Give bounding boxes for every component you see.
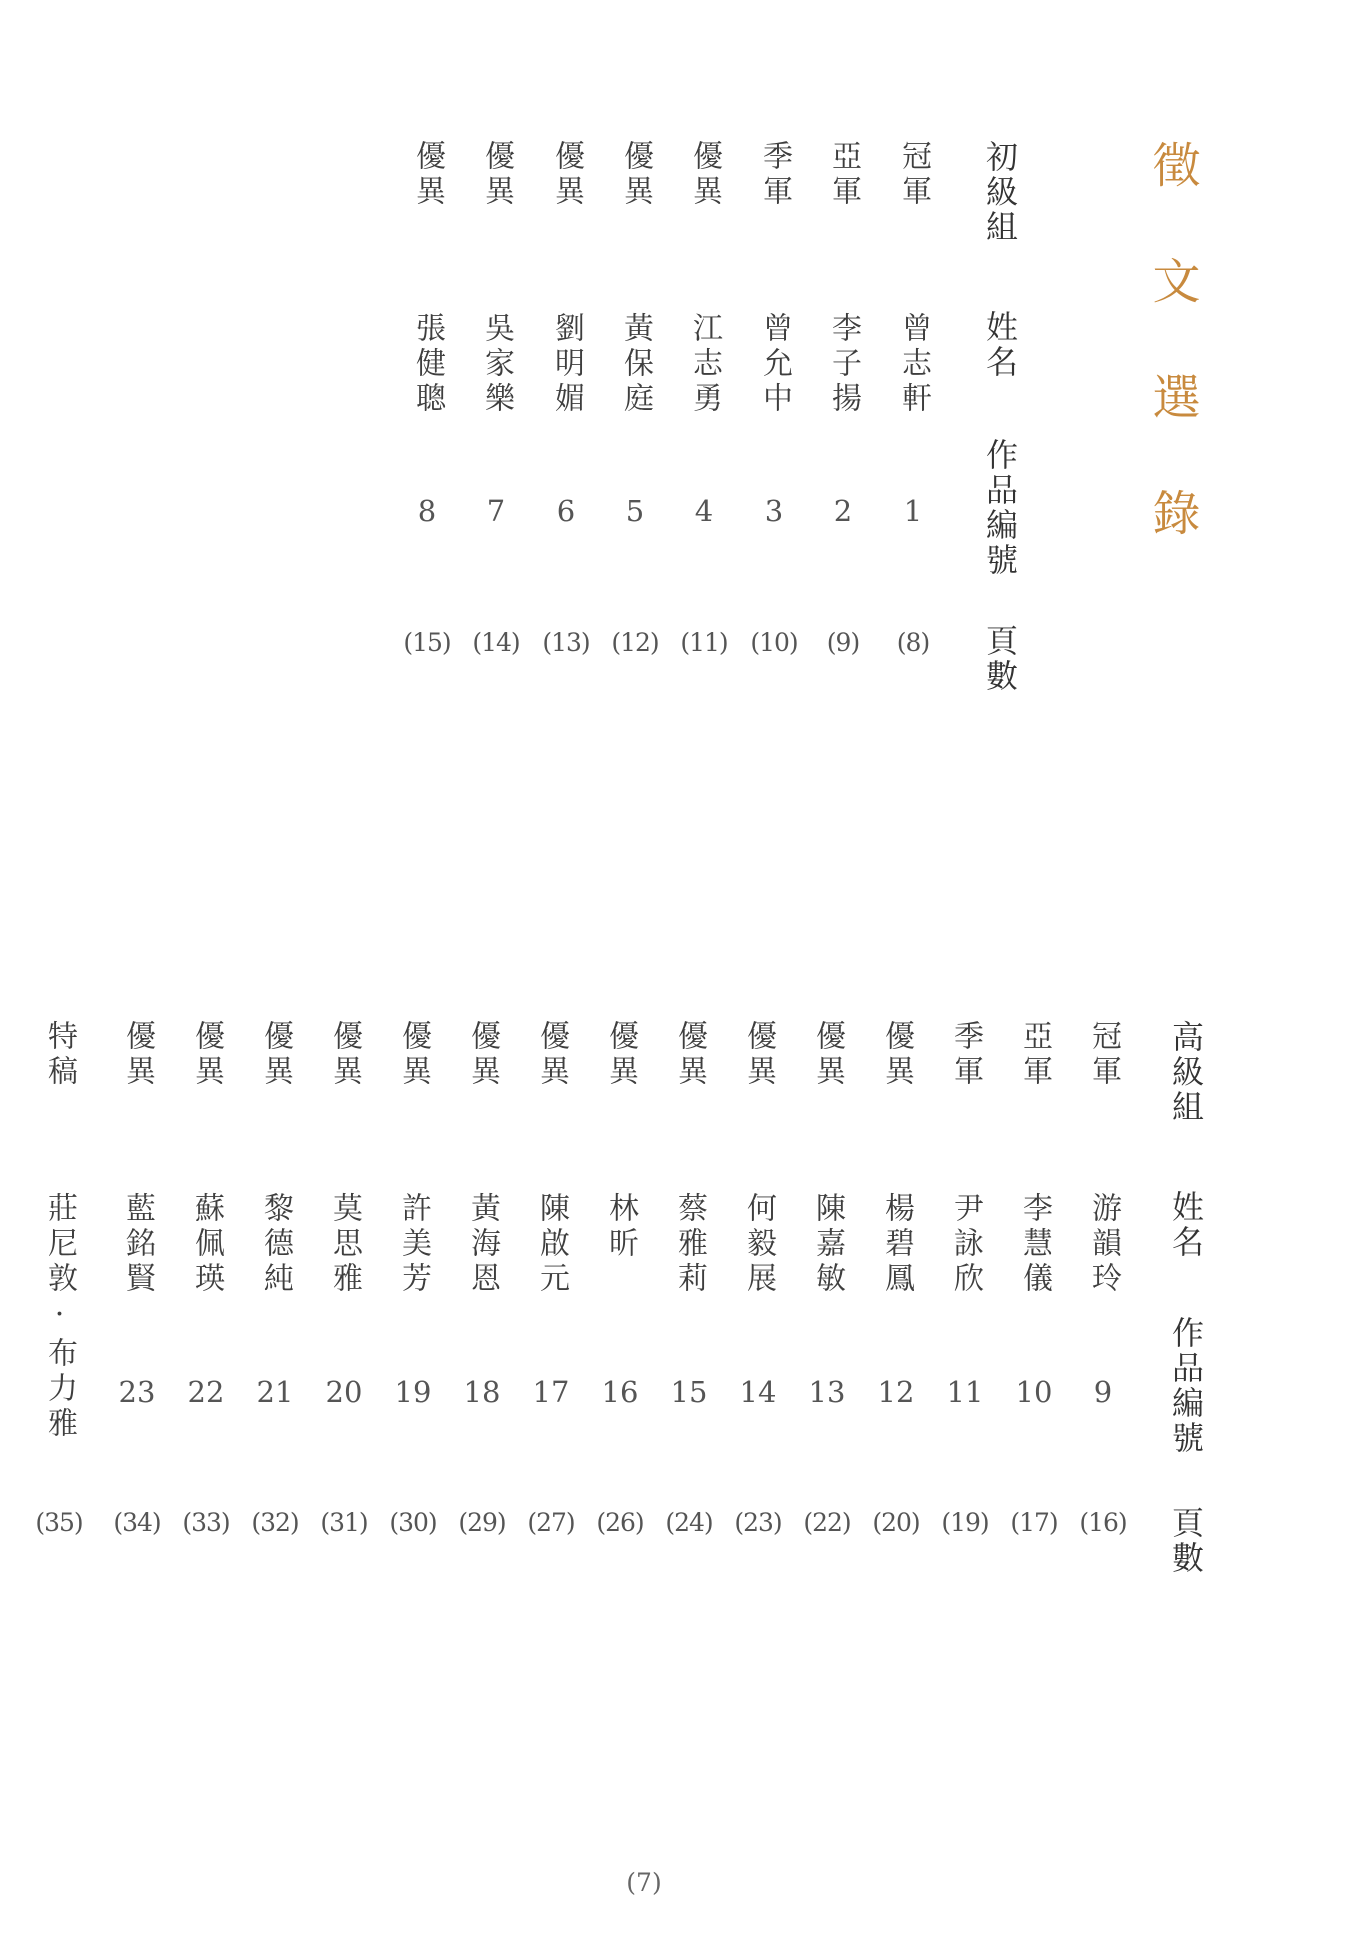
senior-header-work-no: 作品編號 [1167,1316,1205,1456]
senior-award: 優異 [258,1020,293,1090]
junior-work-no: 3 [764,494,784,528]
junior-award: 優異 [618,140,653,210]
junior-page-ref: (14) [472,628,520,657]
junior-name: 曾允中 [757,312,792,417]
senior-award: 優異 [120,1020,155,1090]
senior-award: 優異 [672,1020,707,1090]
senior-page-ref: (24) [665,1508,713,1537]
senior-header-name: 姓名 [1167,1190,1205,1260]
junior-header-work-no: 作品編號 [981,438,1019,578]
senior-work-no: 23 [118,1375,156,1409]
junior-award: 優異 [549,140,584,210]
senior-page-ref: (32) [251,1508,299,1537]
senior-work-no: 13 [808,1375,846,1409]
senior-page-ref: (20) [872,1508,920,1537]
junior-name: 李子揚 [826,312,861,417]
senior-name: 蔡雅莉 [672,1192,707,1297]
junior-page-ref: (11) [680,628,728,657]
junior-header-name: 姓名 [981,310,1019,380]
senior-name: 許美芳 [396,1192,431,1297]
junior-page-ref: (15) [403,628,451,657]
senior-award: 優異 [741,1020,776,1090]
senior-page-ref: (34) [113,1508,161,1537]
junior-page-ref: (13) [542,628,590,657]
junior-name: 吳家樂 [479,312,514,417]
senior-name: 黃海恩 [465,1192,500,1297]
senior-work-no: 17 [532,1375,570,1409]
junior-header-group: 初級組 [981,140,1019,245]
senior-name: 林昕 [603,1192,638,1262]
senior-name: 莊尼敦·布力雅 [42,1192,77,1442]
junior-award: 優異 [687,140,722,210]
senior-work-no: 21 [256,1375,294,1409]
senior-name: 楊碧鳳 [879,1192,914,1297]
junior-work-no: 5 [625,494,645,528]
senior-page-ref: (35) [35,1508,83,1537]
junior-work-no: 2 [833,494,853,528]
senior-name: 陳啟元 [534,1192,569,1297]
senior-page-ref: (31) [320,1508,368,1537]
junior-work-no: 1 [903,494,923,528]
senior-name: 黎德純 [258,1192,293,1297]
junior-award: 優異 [410,140,445,210]
senior-page-ref: (26) [596,1508,644,1537]
senior-name: 何毅展 [741,1192,776,1297]
senior-work-no: 9 [1093,1375,1113,1409]
junior-page-ref: (8) [896,628,930,657]
junior-award: 優異 [479,140,514,210]
junior-name: 江志勇 [687,312,722,417]
senior-award: 亞軍 [1017,1020,1052,1090]
junior-work-no: 8 [417,494,437,528]
senior-work-no: 16 [601,1375,639,1409]
senior-header-page: 頁數 [1167,1506,1205,1576]
page-title: 徵文選錄 [1144,140,1200,604]
senior-work-no: 11 [946,1375,984,1409]
senior-award: 特稿 [42,1020,77,1090]
junior-page-ref: (9) [826,628,860,657]
senior-work-no: 18 [463,1375,501,1409]
senior-page-ref: (33) [182,1508,230,1537]
senior-award: 優異 [534,1020,569,1090]
senior-award: 優異 [879,1020,914,1090]
junior-page-ref: (10) [750,628,798,657]
senior-page-ref: (30) [389,1508,437,1537]
junior-award: 冠軍 [896,140,931,210]
senior-name: 莫思雅 [327,1192,362,1297]
junior-work-no: 7 [486,494,506,528]
senior-award: 冠軍 [1086,1020,1121,1090]
junior-name: 張健聰 [410,312,445,417]
senior-work-no: 14 [739,1375,777,1409]
senior-name: 藍銘賢 [120,1192,155,1297]
junior-page-ref: (12) [611,628,659,657]
senior-award: 優異 [465,1020,500,1090]
senior-award: 優異 [327,1020,362,1090]
senior-award: 優異 [396,1020,431,1090]
senior-work-no: 15 [670,1375,708,1409]
senior-page-ref: (16) [1079,1508,1127,1537]
junior-name: 黃保庭 [618,312,653,417]
senior-page-ref: (22) [803,1508,851,1537]
junior-header-page: 頁數 [981,624,1019,694]
junior-work-no: 6 [556,494,576,528]
senior-award: 優異 [810,1020,845,1090]
senior-name: 李慧儀 [1017,1192,1052,1297]
senior-work-no: 19 [394,1375,432,1409]
junior-name: 劉明媚 [549,312,584,417]
junior-award: 季軍 [757,140,792,210]
senior-work-no: 22 [187,1375,225,1409]
page-number: (7) [626,1868,662,1897]
senior-page-ref: (23) [734,1508,782,1537]
senior-award: 季軍 [948,1020,983,1090]
senior-name: 陳嘉敏 [810,1192,845,1297]
senior-page-ref: (27) [527,1508,575,1537]
senior-name: 尹詠欣 [948,1192,983,1297]
senior-page-ref: (17) [1010,1508,1058,1537]
senior-name: 游韻玲 [1086,1192,1121,1297]
junior-work-no: 4 [694,494,714,528]
senior-page-ref: (19) [941,1508,989,1537]
senior-name: 蘇佩瑛 [189,1192,224,1297]
junior-award: 亞軍 [826,140,861,210]
senior-work-no: 12 [877,1375,915,1409]
senior-page-ref: (29) [458,1508,506,1537]
senior-header-group: 高級組 [1167,1020,1205,1125]
senior-award: 優異 [189,1020,224,1090]
junior-name: 曾志軒 [896,312,931,417]
senior-award: 優異 [603,1020,638,1090]
senior-work-no: 10 [1015,1375,1053,1409]
senior-work-no: 20 [325,1375,363,1409]
